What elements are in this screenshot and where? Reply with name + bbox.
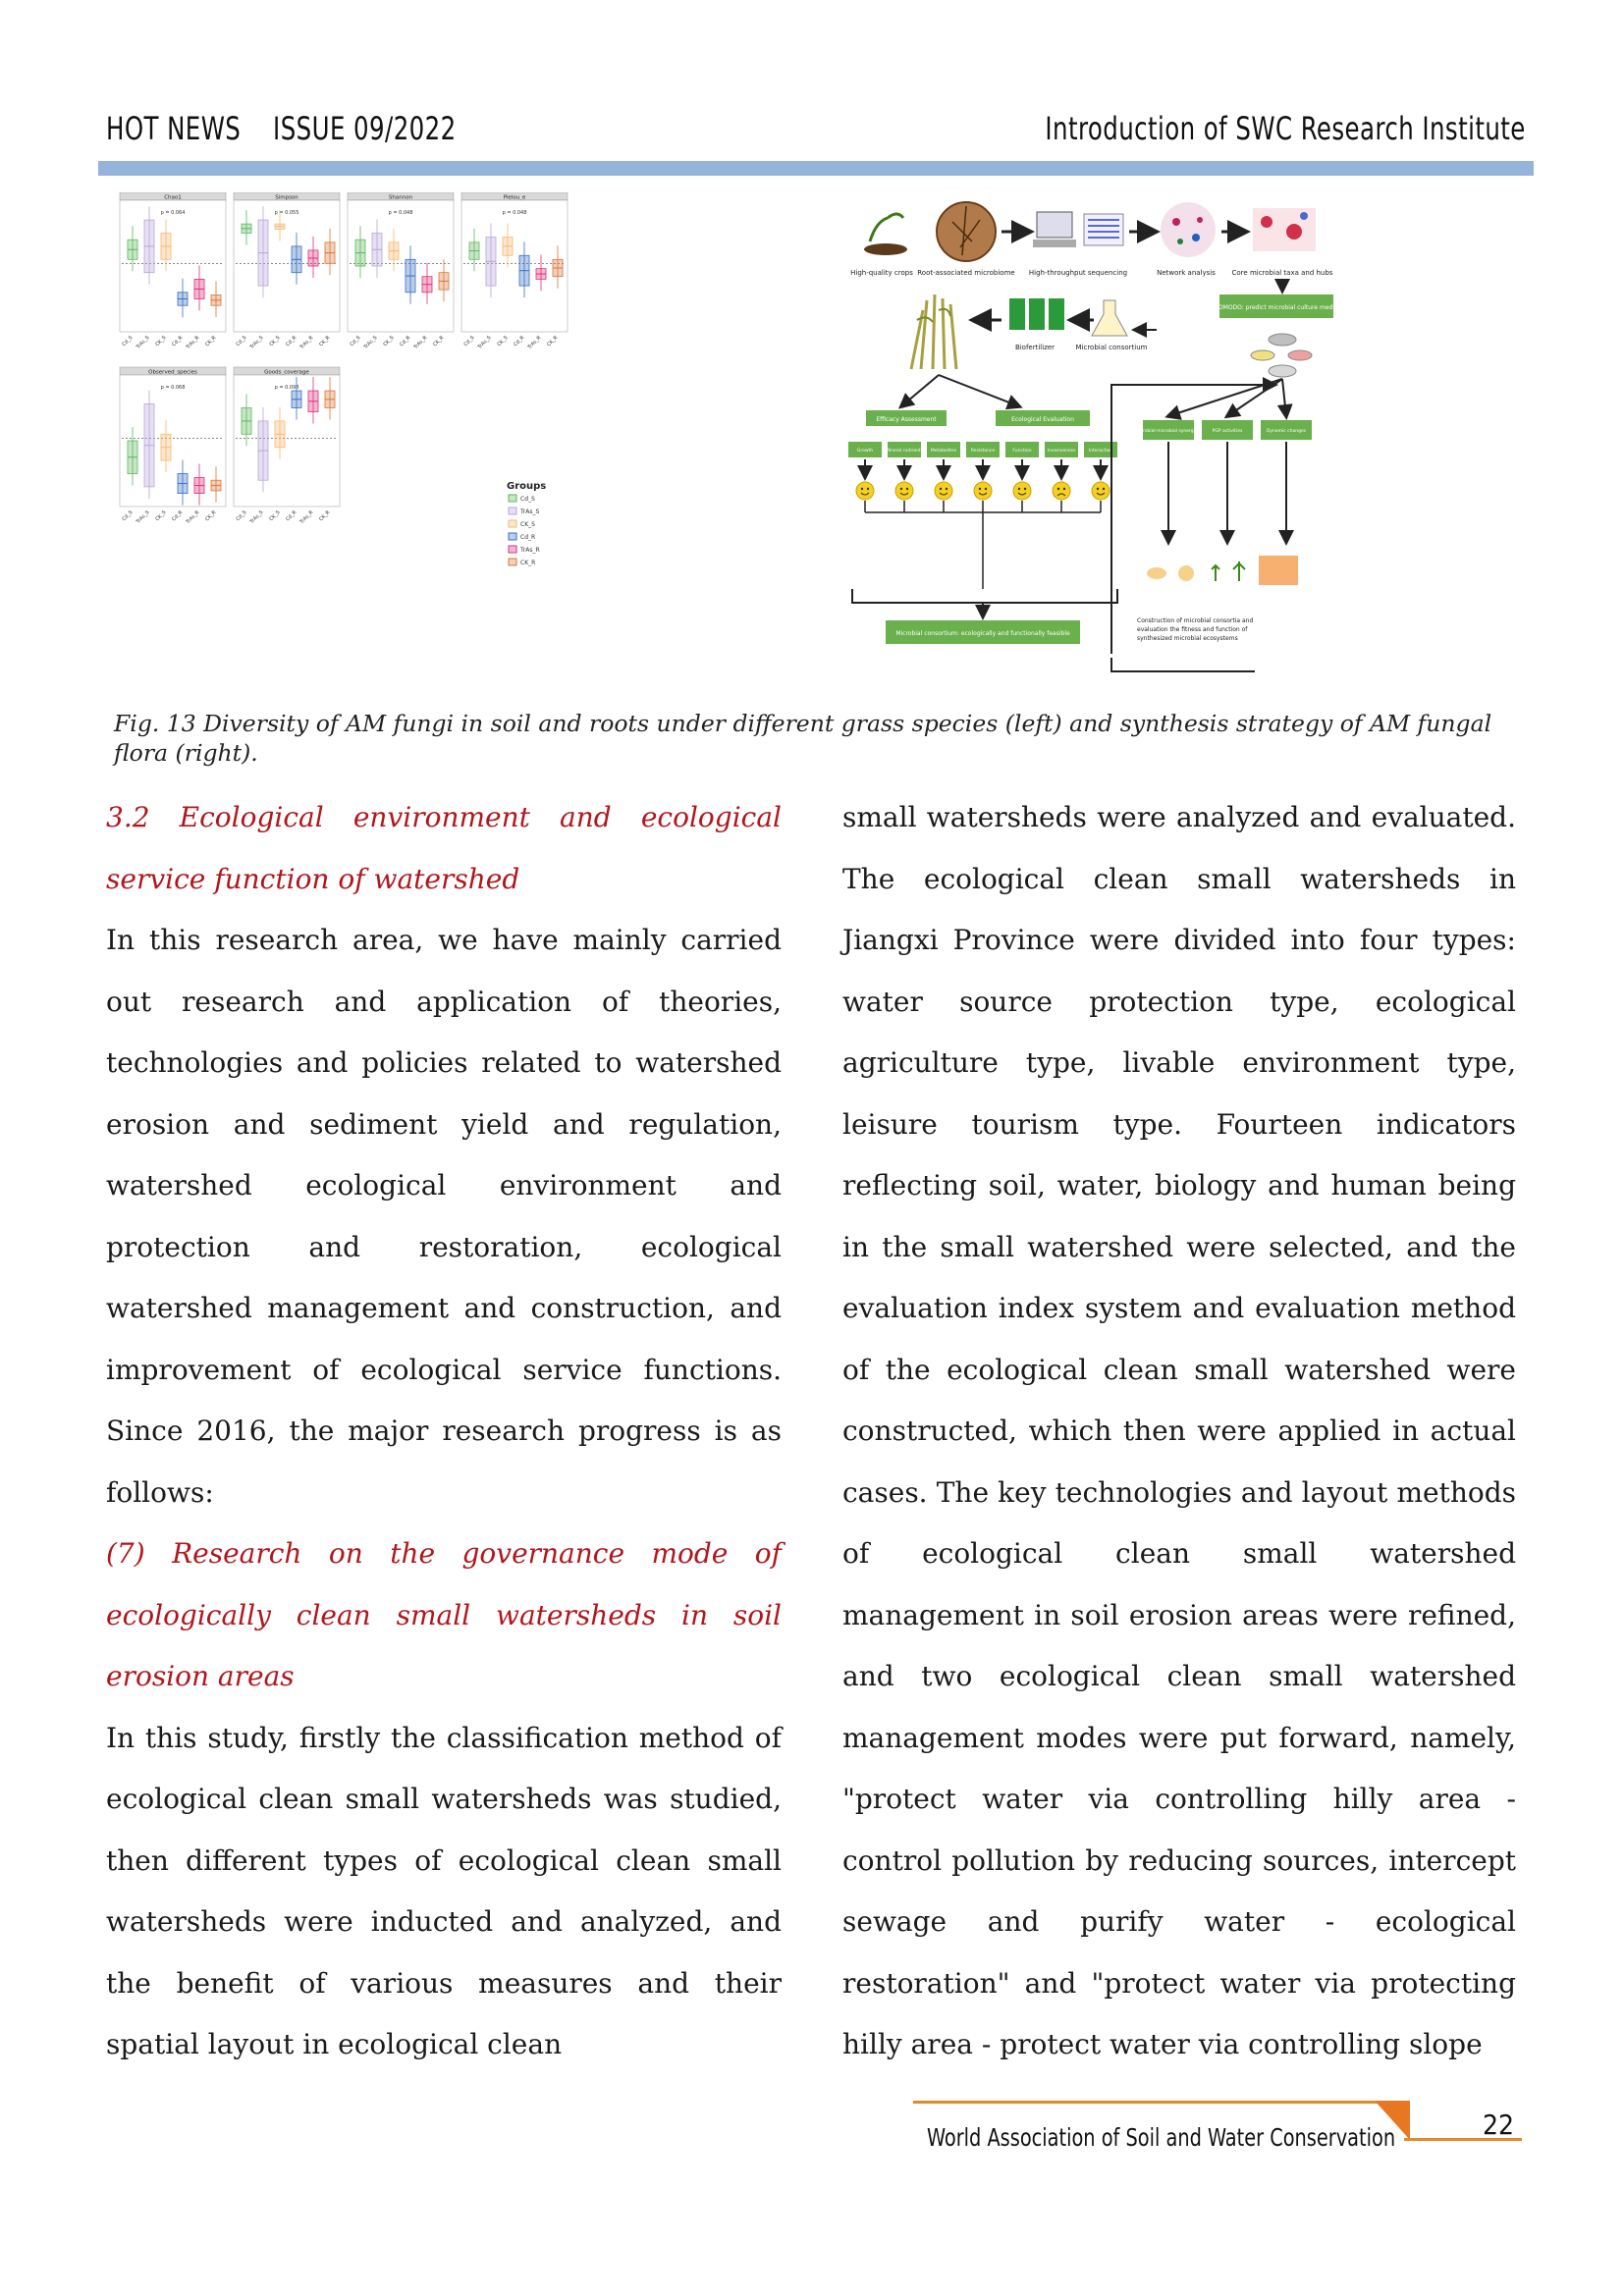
- smiley-icon: [1092, 482, 1110, 500]
- x-tick-label: CK_R: [204, 509, 218, 523]
- right-column: [842, 787, 1516, 2076]
- result-label: Microbial consortium: ecologically and functionally feasible: [895, 630, 1070, 637]
- legend-swatch: [509, 559, 516, 565]
- x-tick-label: TrAs_R: [412, 335, 429, 350]
- panel-title: Goods_coverage: [264, 369, 309, 376]
- legend-swatch: [509, 507, 516, 514]
- x-tick-label: TrAs_S: [362, 335, 379, 350]
- eval-label: Function: [1012, 449, 1032, 454]
- x-tick-label: TrAs_R: [298, 509, 315, 525]
- x-tick-label: TrAs_R: [185, 335, 201, 350]
- boxplot-panel: [234, 367, 340, 526]
- panel-pvalue: p = 0.048: [388, 210, 413, 216]
- strategy-label: Dynamic changes: [1266, 429, 1307, 434]
- boxplot-panel: [120, 192, 226, 351]
- x-tick-label: TrAs_R: [526, 335, 543, 350]
- diversity-boxplot-figure: [114, 192, 837, 693]
- footer-org: World Association of Soil and Water Conservation: [927, 2123, 1396, 2152]
- label-sequencing: High-throughput sequencing: [1028, 269, 1128, 277]
- footer-rule: [913, 2101, 1404, 2104]
- plants-icon: [911, 294, 956, 369]
- biofertilizer-icon: [1009, 298, 1064, 330]
- panel-pvalue: p = 0.048: [502, 210, 527, 216]
- legend-label: CK_S: [520, 521, 535, 528]
- x-tick-label: Cd_S: [462, 335, 476, 348]
- x-tick-label: CK_R: [432, 335, 446, 348]
- x-tick-label: Cd_S: [235, 509, 248, 523]
- synthesis-strategy-figure: [842, 192, 1520, 683]
- legend-label: Cd_S: [520, 496, 535, 503]
- subsection-heading: (7) Research on the governance mode of ecologically clean small watersheds in soil erosion areas: [106, 1537, 782, 1692]
- x-tick-label: CK_S: [154, 335, 168, 348]
- legend-label: TrAs_R: [520, 547, 540, 554]
- boxplot-panel: [234, 192, 340, 351]
- growth-stages-icon: [1147, 556, 1298, 585]
- legend-swatch: [509, 520, 516, 527]
- panel-pvalue: p = 0.055: [274, 210, 299, 216]
- x-tick-label: Cd_R: [171, 509, 185, 523]
- smiley-icon: [935, 482, 952, 500]
- section-header: Introduction of SWC Research Institute: [1045, 110, 1526, 147]
- panel-title: Pielou_e: [503, 194, 526, 201]
- x-tick-label: CK_S: [496, 335, 510, 348]
- label-consortium: Microbial consortium: [1075, 344, 1148, 351]
- flask-icon: [1092, 300, 1127, 336]
- paragraph: In this study, firstly the classification method of ecological clean small watersheds was studied, then different types of ecological clean small watersheds were inducted and analyzed, and the benefit of various measures and their spatial layout in ecological clean: [106, 1721, 782, 2060]
- panel-title: Observed_species: [148, 369, 197, 376]
- smiley-icon: [856, 482, 874, 500]
- panel-pvalue: p = 0.098: [274, 385, 299, 391]
- x-tick-label: TrAs_S: [248, 509, 265, 525]
- x-tick-label: CK_S: [268, 335, 282, 348]
- legend-swatch: [509, 533, 516, 540]
- label-crops: High-quality crops: [850, 269, 913, 277]
- header-bar: [98, 161, 1534, 176]
- smiley-icon: [1013, 482, 1031, 500]
- x-tick-label: CK_R: [546, 335, 560, 348]
- petri-dishes-icon: [1251, 334, 1312, 377]
- x-tick-label: CK_R: [204, 335, 218, 348]
- label-biofertilizer: Biofertilizer: [1014, 344, 1056, 351]
- figure-caption: Fig. 13 Diversity of AM fungi in soil and roots under different grass species (left) and synthesis strategy of AM fungal flora (right).: [114, 710, 1492, 767]
- x-tick-label: CK_S: [154, 509, 168, 523]
- legend-swatch: [509, 546, 516, 553]
- x-tick-label: Cd_S: [121, 335, 135, 348]
- boxplot-panel: [120, 367, 226, 526]
- ecological-label: Ecological Evaluation: [1011, 416, 1074, 423]
- efficacy-label: Efficacy Assessment: [876, 416, 937, 423]
- microbiome-icon: [937, 202, 996, 261]
- strategy-label: PGP activities: [1212, 429, 1243, 434]
- eval-label: Resistance: [970, 449, 996, 454]
- x-tick-label: Cd_R: [171, 335, 185, 348]
- x-tick-label: Cd_R: [285, 335, 298, 348]
- legend: [507, 481, 546, 566]
- x-tick-label: CK_S: [382, 335, 396, 348]
- hubs-icon: [1253, 208, 1316, 251]
- label-network: Network analysis: [1157, 269, 1216, 277]
- legend-label: CK_R: [520, 560, 536, 566]
- legend-label: Cd_R: [520, 534, 536, 541]
- paragraph: small watersheds were analyzed and evaluated. The ecological clean small watersheds in Jiangxi Province were divided into four types: water source protection type, ecological agriculture type, livable environment type, leisure tourism type. Fourteen indicators reflecting soil, water, biology and human being in the small watershed were selected, and the evaluation index system and evaluation method of the ecological clean small watershed were constructed, which then were applied in actual cases. The key technologies and layout methods of ecological clean small watershed management in soil erosion areas were refined, and two ecological clean small watershed management modes were put forward, namely, "protect water via controlling hilly area - control pollution by reducing sources, intercept sewage and purify water - ecological restoration" and "protect water via protecting hilly area - protect water via controlling slope: [842, 801, 1516, 2060]
- smiley-icon: [895, 482, 913, 500]
- x-tick-label: CK_R: [318, 335, 332, 348]
- x-tick-label: TrAs_R: [185, 509, 201, 525]
- computer-icon: [1033, 212, 1076, 247]
- eval-label: Growth: [856, 449, 874, 454]
- label-microbiome: Root-associated microbiome: [917, 269, 1015, 277]
- eval-label: Invasiveness: [1047, 449, 1076, 454]
- left-column: [106, 787, 782, 2076]
- legend-label: TrAs_S: [520, 508, 540, 515]
- x-tick-label: TrAs_S: [476, 335, 493, 350]
- panel-title: Simpson: [275, 194, 298, 201]
- x-tick-label: Cd_S: [235, 335, 248, 348]
- eval-label: Mineral nutrients: [885, 449, 924, 454]
- smiley-icon: [974, 482, 992, 500]
- boxplot-panel: [348, 192, 454, 351]
- crops-icon: [864, 214, 907, 255]
- panel-title: Shannon: [388, 194, 413, 201]
- legend-title: Groups: [507, 481, 547, 492]
- eval-label: Interaction: [1088, 449, 1113, 454]
- panel-title: Chao1: [164, 194, 182, 201]
- label-hubs: Core microbial taxa and hubs: [1231, 269, 1333, 277]
- sequencing-icon: [1084, 214, 1123, 245]
- legend-swatch: [509, 495, 516, 502]
- x-tick-label: CK_S: [268, 509, 282, 523]
- strategy-label: Microbial-microbial synergism: [1135, 429, 1202, 434]
- x-tick-label: Cd_S: [349, 335, 362, 348]
- paragraph: In this research area, we have mainly carried out research and application of theories, technologies and policies related to watershed erosion and sediment yield and regulation, watershed ecological environment and protection and restoration, ecological watershed management and construction, and improvement of ecological service functions. Since 2016, the major research progress is as follows:: [106, 924, 782, 1509]
- x-tick-label: TrAs_R: [298, 335, 315, 350]
- x-tick-label: TrAs_S: [135, 509, 151, 525]
- panel-pvalue: p = 0.064: [160, 210, 186, 216]
- x-tick-label: TrAs_S: [135, 335, 151, 350]
- x-tick-label: Cd_R: [399, 335, 412, 348]
- network-icon: [1161, 202, 1216, 257]
- x-tick-label: CK_R: [318, 509, 332, 523]
- smiley-icon: [1053, 482, 1070, 500]
- page-number: 22: [1483, 2109, 1515, 2141]
- x-tick-label: Cd_S: [121, 509, 135, 523]
- panel-pvalue: p = 0.068: [160, 385, 186, 391]
- x-tick-label: Cd_R: [285, 509, 298, 523]
- boxplot-panel: [461, 192, 568, 351]
- issue-header: HOT NEWS ISSUE 09/2022: [106, 110, 457, 147]
- eval-label: Metabolites: [930, 449, 957, 454]
- x-tick-label: TrAs_S: [248, 335, 265, 350]
- komodo-label: KOMODO: predict microbial culture media: [1215, 304, 1338, 311]
- section-heading: 3.2 Ecological environment and ecological service function of watershed: [106, 801, 782, 895]
- x-tick-label: Cd_R: [513, 335, 526, 348]
- construction-label: Construction of microbial consortia and evaluation the fitness and function of synthesized microbial ecosystems: [1137, 617, 1254, 642]
